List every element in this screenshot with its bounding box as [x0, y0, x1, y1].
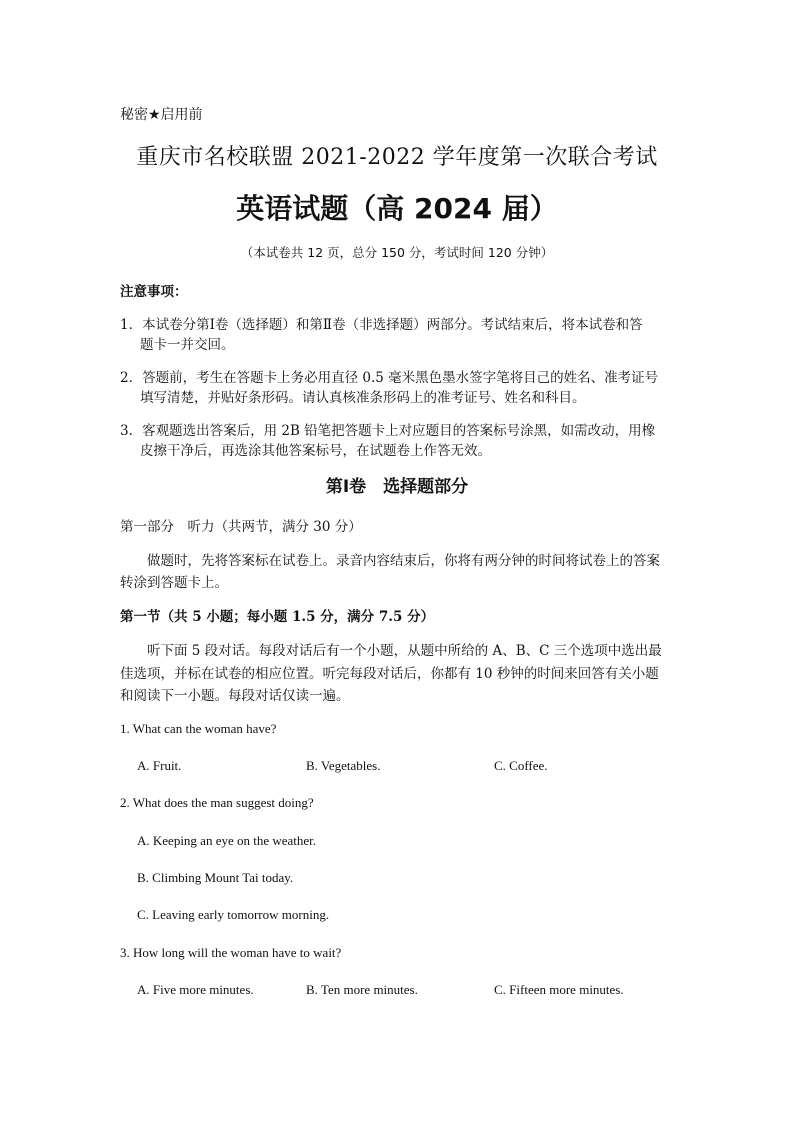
subsection-heading: 第一节（共 5 小题；每小题 1.5 分，满分 7.5 分）: [120, 609, 435, 625]
secret-mark: 秘密★启用前: [120, 107, 203, 123]
note-item-1-line-2: 题卡一并交回。: [140, 337, 235, 353]
question-3-stem: 3. How long will the woman have to wait?: [120, 945, 342, 960]
question-1-option-c: C. Coffee.: [494, 758, 548, 773]
subsection-line-1: 听下面 5 段对话。每段对话后有一个小题，从题中所给的 A、B、C 三个选项中选出最: [147, 643, 662, 659]
question-3-option-b: B. Ten more minutes.: [306, 982, 418, 997]
subsection-line-3: 和阅读下一小题。每段对话仅读一遍。: [120, 688, 350, 704]
question-2-option-b: B. Climbing Mount Tai today.: [137, 870, 294, 885]
section-title: 第Ⅰ卷 选择题部分: [325, 477, 469, 497]
exam-info: （本试卷共 12 页，总分 150 分，考试时间 120 分钟）: [240, 245, 554, 260]
note-item-2-line-1: 2．答题前，考生在答题卡上务必用直径 0.5 毫米黑色墨水签字笔将目己的姓名、准考证号: [120, 370, 659, 386]
instructions-line-2: 转涂到答题卡上。: [120, 575, 228, 591]
question-2-option-a: A. Keeping an eye on the weather.: [137, 833, 317, 848]
subject-title: 英语试题（高 2024 届）: [236, 192, 558, 225]
note-item-2-line-2: 填写清楚，并贴好条形码。请认真核准条形码上的准考证号、姓名和科目。: [140, 390, 586, 406]
question-1-stem: 1. What can the woman have?: [120, 721, 277, 736]
question-1-option-b: B. Vegetables.: [306, 758, 381, 773]
note-item-3-line-1: 3．客观题选出答案后，用 2B 铅笔把答题卡上对应题目的答案标号涂黑，如需改动，用橡: [120, 423, 656, 439]
question-2-stem: 2. What does the man suggest doing?: [120, 795, 314, 810]
note-item-1-line-1: 1．本试卷分第Ⅰ卷（选择题）和第Ⅱ卷（非选择题）两部分。考试结束后，将本试卷和答: [120, 317, 643, 333]
exam-title: 重庆市名校联盟 2021-2022 学年度第一次联合考试: [136, 145, 658, 170]
note-item-3-line-2: 皮擦干净后，再选涂其他答案标号，在试题卷上作答无效。: [140, 443, 491, 459]
question-3-option-a: A. Five more minutes.: [137, 982, 254, 997]
notes-heading: 注意事项：: [120, 284, 188, 300]
question-3-option-c: C. Fifteen more minutes.: [494, 982, 624, 997]
question-2-option-c: C. Leaving early tomorrow morning.: [137, 907, 330, 922]
subsection-line-2: 佳选项，并标在试卷的相应位置。听完每段对话后，你都有 10 秒钟的时间来回答有关小题: [120, 666, 659, 682]
question-1-option-a: A. Fruit.: [137, 758, 182, 773]
instructions-line-1: 做题时，先将答案标在试卷上。录音内容结束后，你将有两分钟的时间将试卷上的答案: [147, 553, 660, 569]
part-heading: 第一部分 听力（共两节，满分 30 分）: [120, 519, 362, 535]
